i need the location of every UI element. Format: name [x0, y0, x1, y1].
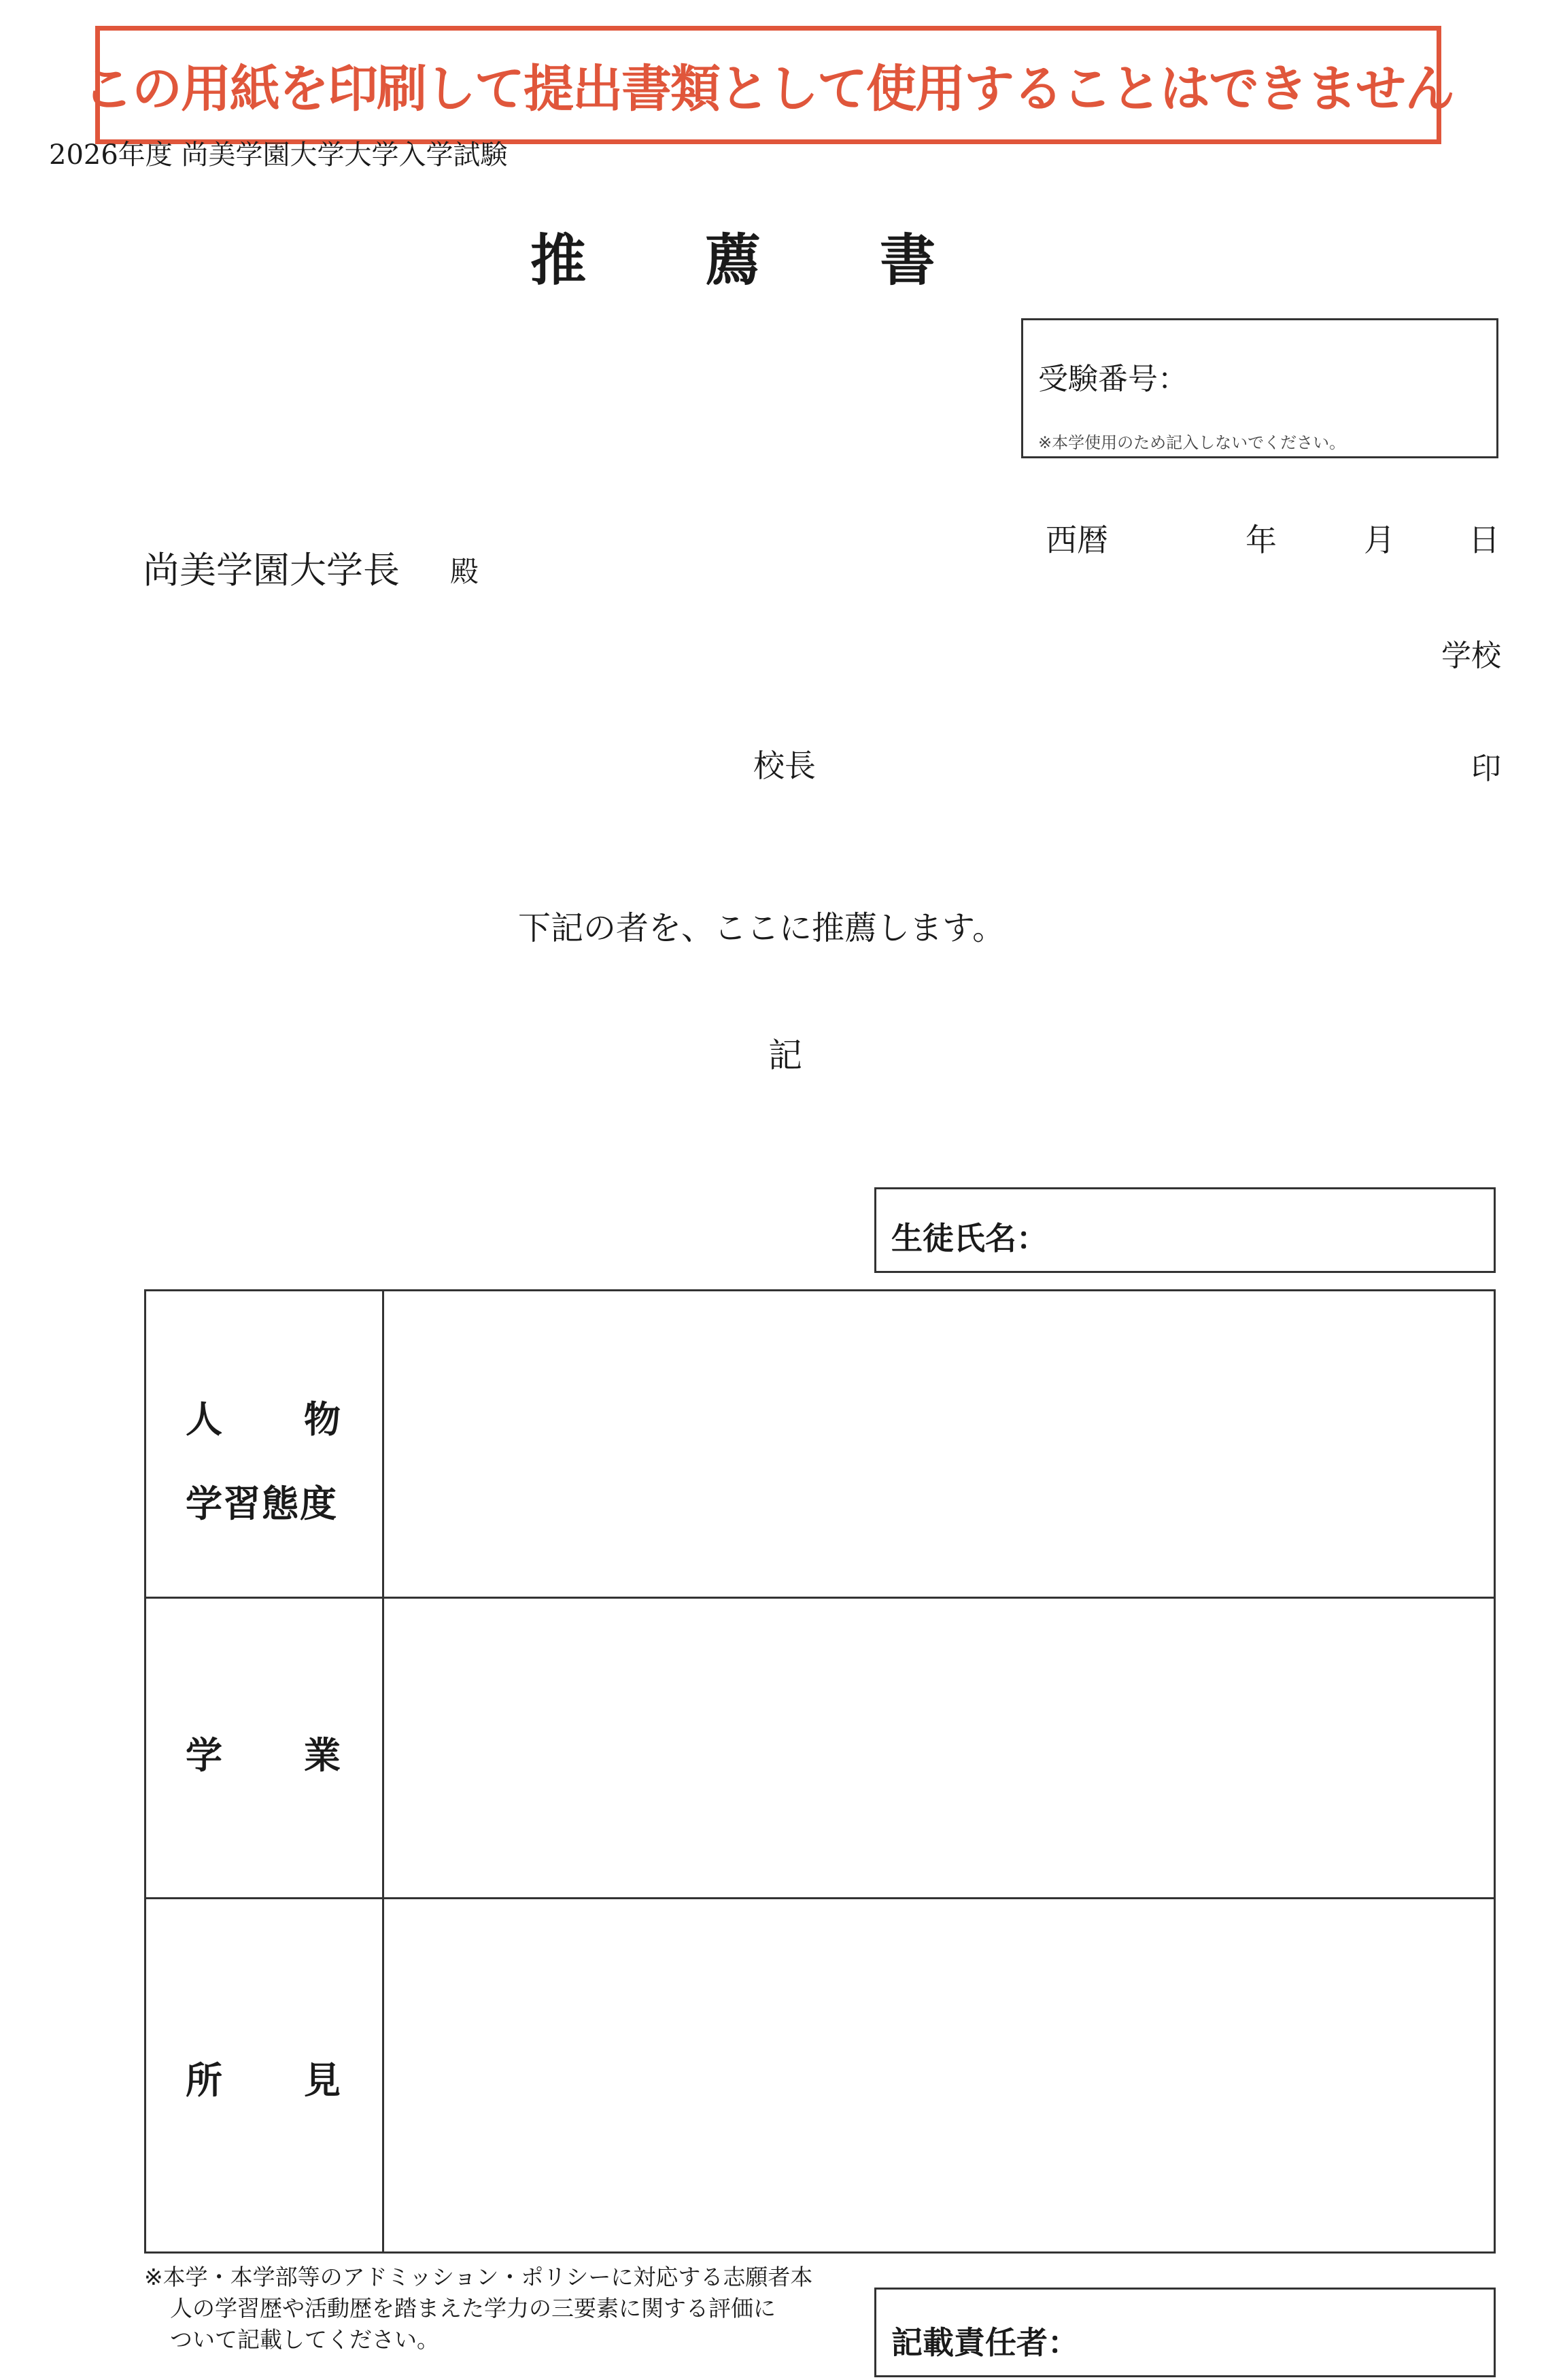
warning-banner — [83, 26, 1454, 144]
student-name-field[interactable] — [874, 1187, 1496, 1273]
row-label-cell — [146, 1599, 422, 1897]
student-name-label: 生徒氏名： — [891, 1220, 1048, 1257]
table-row — [146, 1291, 1494, 1599]
seal-mark: 印 — [1471, 751, 1501, 786]
date-month: 月 — [1364, 522, 1395, 558]
footnote — [144, 2262, 851, 2356]
table-row — [146, 1599, 1494, 1899]
row-label-cell — [146, 1899, 422, 2251]
row-label-cell — [146, 1291, 422, 1597]
footnote-line: 人の学習歴や活動歴を踏まえた学力の三要素に関する評価に — [170, 2295, 776, 2322]
exam-number-note: ※本学使用のため記入しないでください。 — [1038, 433, 1346, 452]
warning-text: この用紙を印刷して提出書類として使用することはできません — [83, 60, 1454, 118]
ki-heading: 記 — [768, 1036, 802, 1075]
academics-field[interactable] — [384, 1599, 1494, 1897]
row-label-remarks: 所見 — [186, 2058, 422, 2102]
exam-number-label: 受験番号： — [1038, 362, 1188, 396]
date-era: 西暦 — [1046, 522, 1108, 558]
remarks-field[interactable] — [384, 1899, 1494, 2251]
school-suffix: 学校 — [1441, 639, 1501, 673]
personality-field[interactable] — [384, 1291, 1494, 1597]
exam-header: 2026年度 尚美学園大学大学入学試験 — [49, 139, 508, 171]
date-day: 日 — [1468, 522, 1500, 558]
row-label-academics: 学業 — [186, 1733, 422, 1777]
writer-name-field[interactable] — [874, 2288, 1496, 2377]
addressee: 尚美学園大学長 — [143, 549, 400, 592]
row-label-learning-attitude: 学習態度 — [186, 1482, 338, 1525]
page-title: 推薦書 — [530, 228, 1055, 293]
writer-name-label: 記載責任者： — [891, 2324, 1079, 2361]
evaluation-table — [144, 1289, 1496, 2254]
footnote-line: ついて記載してください。 — [170, 2326, 439, 2353]
row-label-personality: 人物 — [186, 1397, 422, 1441]
principal-label: 校長 — [753, 747, 816, 784]
addressee-honorific: 殿 — [450, 555, 479, 588]
exam-number-box[interactable] — [1021, 318, 1498, 458]
footnote-line: ※本学・本学部等のアドミッション・ポリシーに対応する志願者本 — [144, 2264, 813, 2290]
table-row — [146, 1899, 1494, 2251]
recommend-statement: 下記の者を、ここに推薦します。 — [518, 909, 1006, 947]
date-year: 年 — [1246, 522, 1277, 558]
